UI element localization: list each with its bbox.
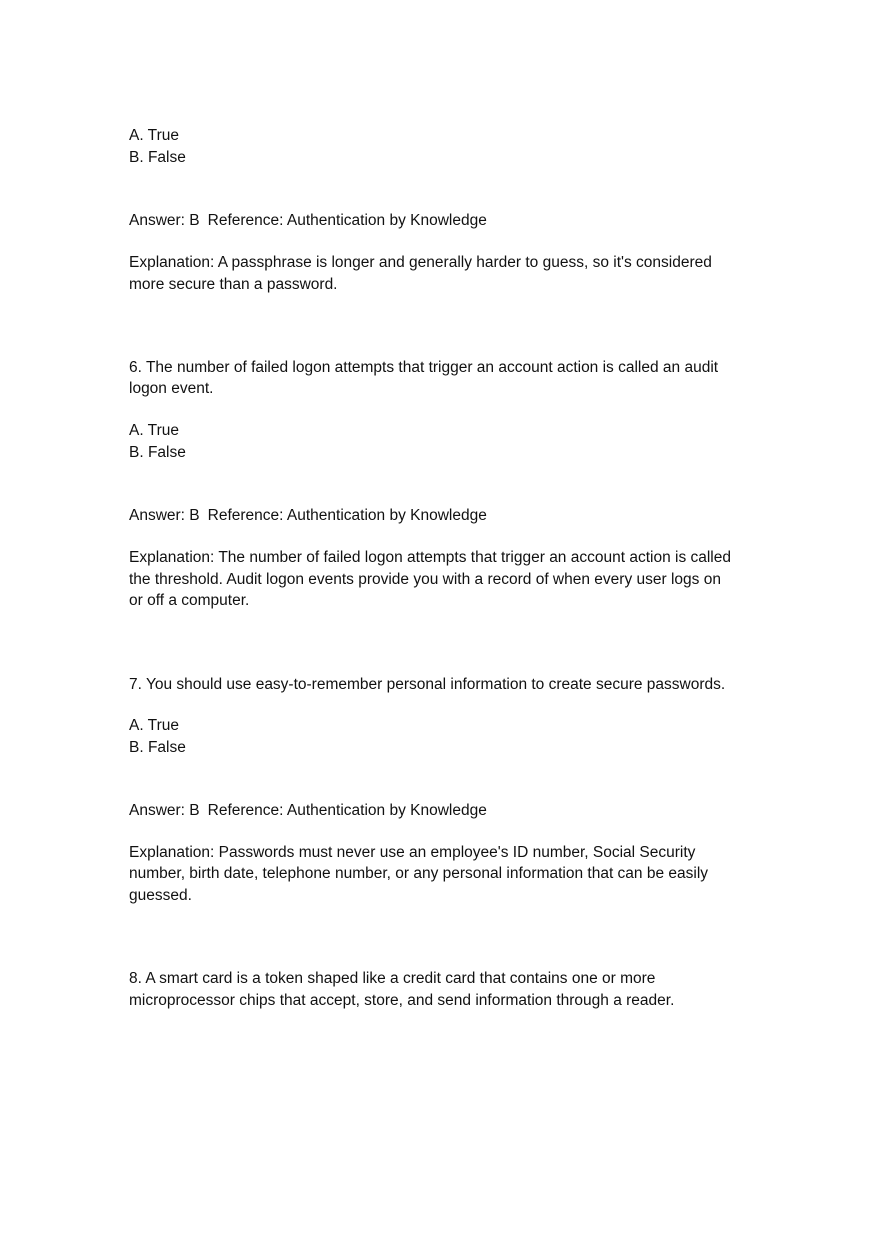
q6-explanation-line: the threshold. Audit logon events provide you with a record of when every user logs on	[129, 571, 721, 588]
q7-question-line: 7. You should use easy-to-remember personal information to create secure passwords.	[129, 676, 726, 693]
q5-reference: Reference: Authentication by Knowledge	[207, 212, 487, 229]
q6-option-b: B. False	[129, 444, 186, 461]
q6-answer-line	[129, 505, 487, 526]
q8-question-line: 8. A smart card is a token shaped like a credit card that contains one or more	[129, 970, 656, 987]
q6-question-line: 6. The number of failed logon attempts that trigger an account action is called an audit	[129, 359, 719, 376]
q5-option-a: A. True	[129, 127, 179, 144]
q5-explanation-line: more secure than a password.	[129, 276, 338, 293]
q7-explanation-line: guessed.	[129, 887, 192, 904]
q8-question-line: microprocessor chips that accept, store, and send information through a reader.	[129, 992, 675, 1009]
q5-explanation-line: Explanation: A passphrase is longer and generally harder to guess, so it's considered	[129, 254, 712, 271]
q6-explanation-line: Explanation: The number of failed logon attempts that trigger an account action is called	[129, 549, 731, 566]
q6-explanation-line: or off a computer.	[129, 592, 250, 609]
q7-reference: Reference: Authentication by Knowledge	[207, 802, 487, 819]
q7-option-a: A. True	[129, 717, 179, 734]
q7-option-b: B. False	[129, 739, 186, 756]
q7-explanation-line: Explanation: Passwords must never use an employee's ID number, Social Security	[129, 844, 696, 861]
q7-answer-label: Answer: B	[129, 802, 200, 819]
q5-answer-line	[129, 210, 487, 231]
q6-answer-label: Answer: B	[129, 507, 200, 524]
q6-question-line: logon event.	[129, 380, 214, 397]
q6-reference: Reference: Authentication by Knowledge	[207, 507, 487, 524]
q6-option-a: A. True	[129, 422, 179, 439]
q5-option-b: B. False	[129, 149, 186, 166]
q7-explanation-line: number, birth date, telephone number, or any personal information that can be easily	[129, 865, 709, 882]
q7-answer-line	[129, 800, 487, 821]
q5-answer-label: Answer: B	[129, 212, 200, 229]
